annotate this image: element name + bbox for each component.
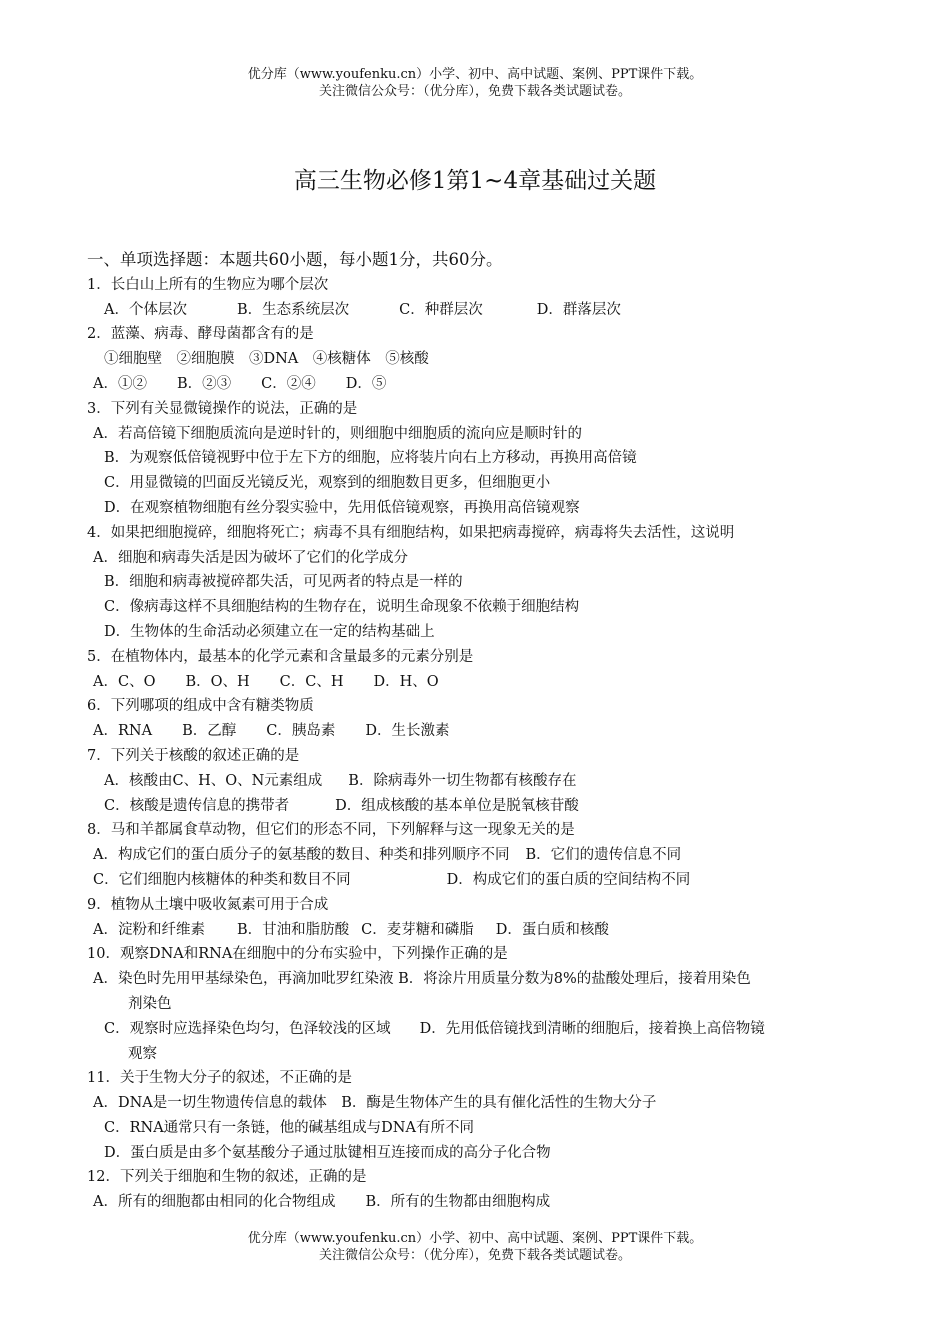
question-4-option-c: C．像病毒这样不具细胞结构的生物存在，说明生命现象不依赖于细胞结构 xyxy=(104,599,580,616)
question-2-items: ①细胞壁 ②细胞膜 ③DNA ④核糖体 ⑤核酸 xyxy=(104,351,429,368)
question-8-options-cd xyxy=(87,868,887,893)
question-10-options-cd-continued: 观察 xyxy=(128,1045,157,1062)
option-c: C．②④ xyxy=(261,375,316,392)
question-11-option-c: C．RNA通常只有一条链，他的碱基组成与DNA有所不同 xyxy=(104,1119,474,1136)
option-a: A．淀粉和纤维素 xyxy=(93,921,205,938)
question-9-stem: 9．植物从土壤中吸收氮素可用于合成 xyxy=(87,896,329,913)
question-11-option-d: D．蛋白质是由多个氨基酸分子通过肽键相互连接而成的高分子化合物 xyxy=(104,1144,551,1161)
section-heading: 一、单项选择题：本题共60小题，每小题1分，共60分。 xyxy=(87,250,503,269)
option-a: A．①② xyxy=(93,375,147,392)
option-a: A．所有的细胞都由相同的化合物组成 xyxy=(93,1194,336,1211)
question-10-options-cd: C．观察时应选择染色均匀，色泽较浅的区域 D．先用低倍镜找到清晰的细胞后，接着换上高倍物镜 xyxy=(104,1020,765,1037)
option-b: B．②③ xyxy=(176,375,232,392)
question-5-options xyxy=(87,670,887,695)
footer-line-2: 关注微信公众号：（优分库），免费下载各类试题试卷。 xyxy=(318,1248,631,1263)
question-10-options-ab-continued: 剂染色 xyxy=(128,995,172,1012)
document-title: 高三生物必修1第1~4章基础过关题 xyxy=(293,168,657,194)
option-a: A．个体层次 xyxy=(104,301,187,318)
question-8-options-ab xyxy=(87,843,887,868)
header-line-1: 优分库（www.youfenku.cn）小学、初中、高中试题、案例、PPT课件下载。 xyxy=(247,67,703,82)
option-a: A．RNA xyxy=(93,723,153,740)
question-6-options xyxy=(87,719,887,744)
question-2-options xyxy=(87,372,887,397)
question-11-stem: 11．关于生物大分子的叙述，不正确的是 xyxy=(87,1070,352,1087)
question-1-options xyxy=(87,298,887,323)
option-b: B．除病毒外一切生物都有核酸存在 xyxy=(348,772,577,789)
question-11-options-ab: A．DNA是一切生物遗传信息的载体 B．酶是生物体产生的具有催化活性的生物大分子 xyxy=(93,1095,657,1112)
question-4-option-d: D．生物体的生命活动必须建立在一定的结构基础上 xyxy=(104,623,435,640)
question-9-options xyxy=(87,918,887,943)
option-b: B．它们的遗传信息不同 xyxy=(525,847,682,864)
question-3-option-d: D．在观察植物细胞有丝分裂实验中，先用低倍镜观察，再换用高倍镜观察 xyxy=(104,499,580,516)
question-4-option-b: B．细胞和病毒被搅碎都失活，可见两者的特点是一样的 xyxy=(104,574,463,591)
option-c: C．种群层次 xyxy=(399,301,483,318)
option-b: B．乙醇 xyxy=(182,723,237,740)
question-8-stem: 8．马和羊都属食草动物，但它们的形态不同，下列解释与这一现象无关的是 xyxy=(87,822,575,839)
option-a: A．C、O xyxy=(93,673,156,690)
question-10-stem: 10．观察DNA和RNA在细胞中的分布实验中，下列操作正确的是 xyxy=(87,946,508,963)
option-d: D．群落层次 xyxy=(536,301,621,318)
question-6-stem: 6．下列哪项的组成中含有糖类物质 xyxy=(87,698,314,715)
question-3-option-a: A．若高倍镜下细胞质流向是逆时针的，则细胞中细胞质的流向应是顺时针的 xyxy=(93,425,582,442)
question-5-stem: 5．在植物体内，最基本的化学元素和含量最多的元素分别是 xyxy=(87,648,474,665)
question-7-options-ab xyxy=(87,769,887,794)
page-header xyxy=(0,66,950,100)
question-3-option-b: B．为观察低倍镜视野中位于左下方的细胞，应将装片向右上方移动，再换用高倍镜 xyxy=(104,450,637,467)
question-7-stem: 7．下列关于核酸的叙述正确的是 xyxy=(87,747,300,764)
option-c: C．C、H xyxy=(279,673,344,690)
question-12-stem: 12．下列关于细胞和生物的叙述，正确的是 xyxy=(87,1169,367,1186)
option-b: B．所有的生物都由细胞构成 xyxy=(365,1194,551,1211)
footer-line-1: 优分库（www.youfenku.cn）小学、初中、高中试题、案例、PPT课件下载。 xyxy=(247,1231,703,1246)
question-1-stem: 1．长白山上所有的生物应为哪个层次 xyxy=(87,276,329,293)
exam-content xyxy=(87,248,887,1215)
option-c: C．麦芽糖和磷脂 xyxy=(361,921,474,938)
option-b: B．甘油和脂肪酸 xyxy=(236,921,350,938)
page-footer xyxy=(0,1230,950,1264)
option-a: A．核酸由C、H、O、N元素组成 xyxy=(104,772,323,789)
option-c: C．它们细胞内核糖体的种类和数目不同 xyxy=(93,871,351,888)
option-b: B．O、H xyxy=(185,673,250,690)
header-line-2: 关注微信公众号：（优分库），免费下载各类试题试卷。 xyxy=(318,84,631,99)
question-10-options-ab: A．染色时先用甲基绿染色，再滴加吡罗红染液 B．将涂片用质量分数为8%的盐酸处理后，接着用染色 xyxy=(93,971,751,988)
option-d: D．生长激素 xyxy=(365,723,450,740)
question-3-stem: 3．下列有关显微镜操作的说法，正确的是 xyxy=(87,400,358,417)
option-a: A．构成它们的蛋白质分子的氨基酸的数目、种类和排列顺序不同 xyxy=(93,847,510,864)
question-2-stem: 2．蓝藻、病毒、酵母菌都含有的是 xyxy=(87,326,314,343)
question-4-stem: 4．如果把细胞搅碎，细胞将死亡；病毒不具有细胞结构，如果把病毒搅碎，病毒将失去活性，这说明 xyxy=(87,524,735,541)
option-d: D．构成它们的蛋白质的空间结构不同 xyxy=(446,871,691,888)
option-b: B．生态系统层次 xyxy=(236,301,350,318)
option-d: D．H、O xyxy=(373,673,439,690)
option-d: D．组成核酸的基本单位是脱氧核苷酸 xyxy=(335,797,579,814)
question-7-options-cd xyxy=(87,794,887,819)
question-12-options-ab xyxy=(87,1190,887,1215)
option-c: C．核酸是遗传信息的携带者 xyxy=(104,797,290,814)
question-3-option-c: C．用显微镜的凹面反光镜反光，观察到的细胞数目更多，但细胞更小 xyxy=(104,475,551,492)
option-d: D．蛋白质和核酸 xyxy=(495,921,609,938)
option-d: D．⑤ xyxy=(345,375,387,392)
option-c: C．胰岛素 xyxy=(266,723,336,740)
question-4-option-a: A．细胞和病毒失活是因为破坏了它们的化学成分 xyxy=(93,549,408,566)
